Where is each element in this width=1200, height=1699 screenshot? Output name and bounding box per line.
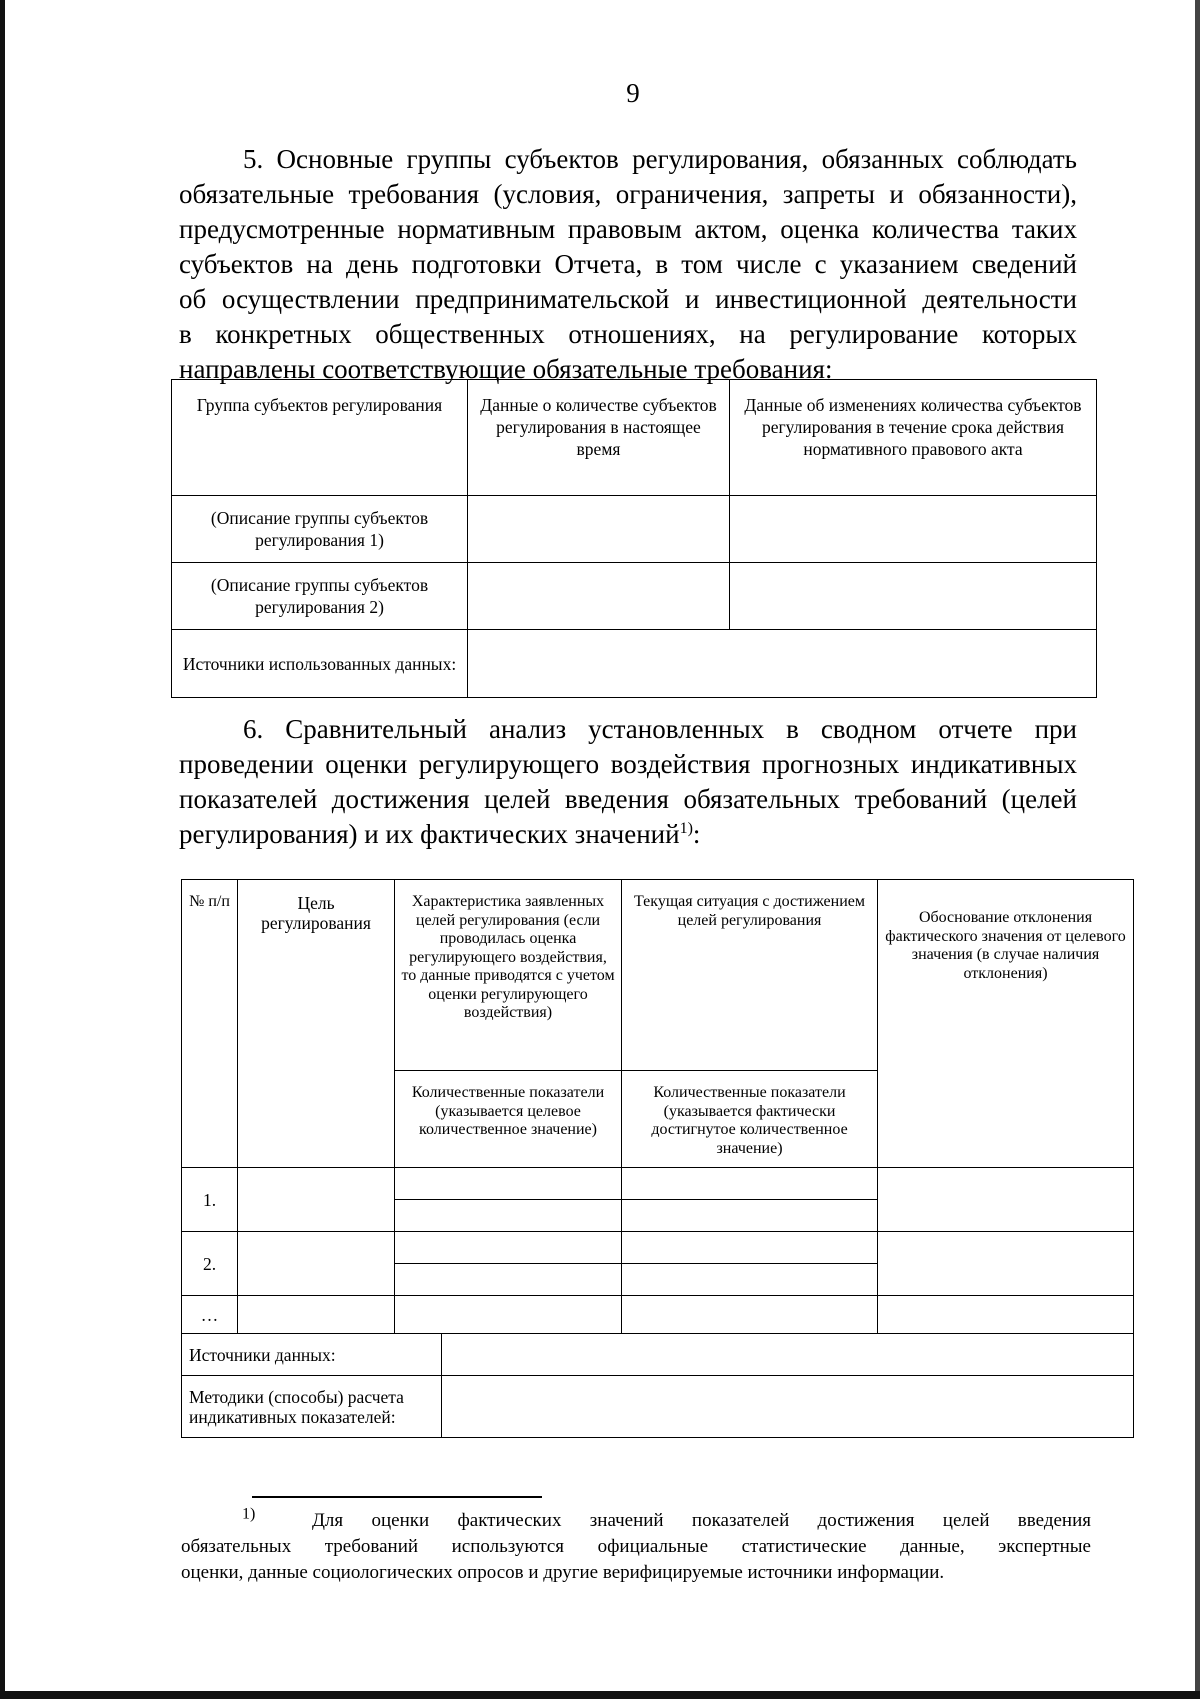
page-number: 9 [626,78,640,108]
section-5-paragraph [179,142,1077,387]
section-5-line: субъектов на день подготовки Отчета, в том числе с указанием сведений [179,249,1077,279]
subjects-row-changes-cell [730,563,1097,630]
subjects-row-label: (Описание группы субъектов регулирования 2) [172,563,468,630]
scan-edge-right [1195,0,1200,1699]
subjects-header-count: Данные о количестве субъектов регулирования в настоящее время [468,380,730,496]
subjects-header-group: Группа субъектов регулирования [172,380,468,496]
table-row [172,496,1097,563]
table-row [172,563,1097,630]
indicators-justification-cell [878,1168,1134,1232]
indicators-current-cell [622,1232,878,1264]
indicators-declared-cell [395,1168,622,1200]
section-5-line: в конкретных общественных отношениях, на регулирование которых [179,319,1077,349]
indicators-header-declared: Характеристика заявленных целей регулирования (если проводилась оценка регулирующего воздействия, то данные приводятся с учетом оценки регулирующего воздействия) [395,880,622,1071]
subjects-sources-label: Источники использованных данных: [172,630,468,698]
section-5-line: предусмотренные нормативным правовым актом, оценка количества таких [179,214,1077,244]
subjects-table-header-row [172,380,1097,496]
subjects-row-count-cell [468,563,730,630]
indicators-current-cell [622,1296,878,1334]
indicators-methods-cell [442,1376,1134,1438]
subjects-row-changes-cell [730,496,1097,563]
indicators-header-row [182,880,1134,1071]
footnote-reference: 1) [679,820,693,837]
indicators-sources-cell [442,1334,1134,1376]
indicators-declared-cell [395,1296,622,1334]
section-5-line: об осуществлении предпринимательской и инвестиционной деятельности [179,284,1077,314]
table-row [182,1334,1134,1376]
indicators-current-cell [622,1168,878,1200]
indicators-goal-cell [238,1168,395,1232]
indicators-header-justification: Обоснование отклонения фактического значения от целевого значения (в случае наличия отклонения) [878,880,1134,1168]
scan-edge-left [0,0,5,1699]
section-6-line-last [179,817,1077,852]
indicators-current-cell [622,1264,878,1296]
indicators-row-num: … [182,1296,238,1334]
section-5-line: 5. Основные группы субъектов регулирования, обязанных соблюдать [243,144,1077,174]
indicators-justification-cell [878,1232,1134,1296]
section-6-tail: : [692,819,701,849]
indicators-current-cell [622,1200,878,1232]
indicators-declared-cell [395,1200,622,1232]
indicators-table [181,879,1134,1438]
indicators-methods-label: Методики (способы) расчета индикативных показателей: [182,1376,442,1438]
footnote [181,1505,1091,1586]
indicators-sources-label: Источники данных: [182,1334,442,1376]
indicators-subheader-current: Количественные показатели (указывается фактически достигнутое количественное значение) [622,1071,878,1168]
section-6-line-text: регулирования) и их фактических значений [179,819,680,849]
indicators-subheader-declared: Количественные показатели (указывается целевое количественное значение) [395,1071,622,1168]
indicators-header-goal: Цель регулирования [238,880,395,1168]
section-6-line: 6. Сравнительный анализ установленных в сводном отчете при [243,714,1077,744]
table-row [172,630,1097,698]
section-5-line: обязательные требования (условия, ограничения, запреты и обязанности), [179,179,1077,209]
section-5-line: направлены соответствующие обязательные требования: [179,354,833,384]
section-6-paragraph [179,712,1077,852]
scan-edge-bottom [0,1691,1200,1699]
indicators-declared-cell [395,1232,622,1264]
footnote-line: оценки, данные социологических опросов и другие верифицируемые источники информации. [181,1562,945,1583]
footnote-line-text: Для оценки фактических значений показателей достижения целей введения [311,1510,1091,1531]
indicators-header-current: Текущая ситуация с достижением целей регулирования [622,880,878,1071]
footnote-marker: 1) [242,1505,256,1523]
indicators-header-num: № п/п [182,880,238,1168]
indicators-declared-cell [395,1264,622,1296]
footnote-line: обязательных требований используются официальные статистические данные, экспертные [181,1536,1091,1557]
indicators-goal-cell [238,1296,395,1334]
subjects-sources-cell [468,630,1097,698]
table-row [182,1232,1134,1264]
indicators-justification-cell [878,1296,1134,1334]
subjects-row-count-cell [468,496,730,563]
footnote-line-first [181,1505,1091,1534]
section-6-line: показателей достижения целей введения обязательных требований (целей [179,784,1077,814]
table-row [182,1376,1134,1438]
subjects-header-changes: Данные об изменениях количества субъектов регулирования в течение срока действия нормативного правового акта [730,380,1097,496]
section-6-line: проведении оценки регулирующего воздействия прогнозных индикативных [179,749,1077,779]
subjects-table [171,379,1097,698]
indicators-goal-cell [238,1232,395,1296]
footnote-separator [252,1496,542,1498]
indicators-row-num: 1. [182,1168,238,1232]
subjects-row-label: (Описание группы субъектов регулирования 1) [172,496,468,563]
table-row [182,1168,1134,1200]
table-row [182,1296,1134,1334]
indicators-row-num: 2. [182,1232,238,1296]
